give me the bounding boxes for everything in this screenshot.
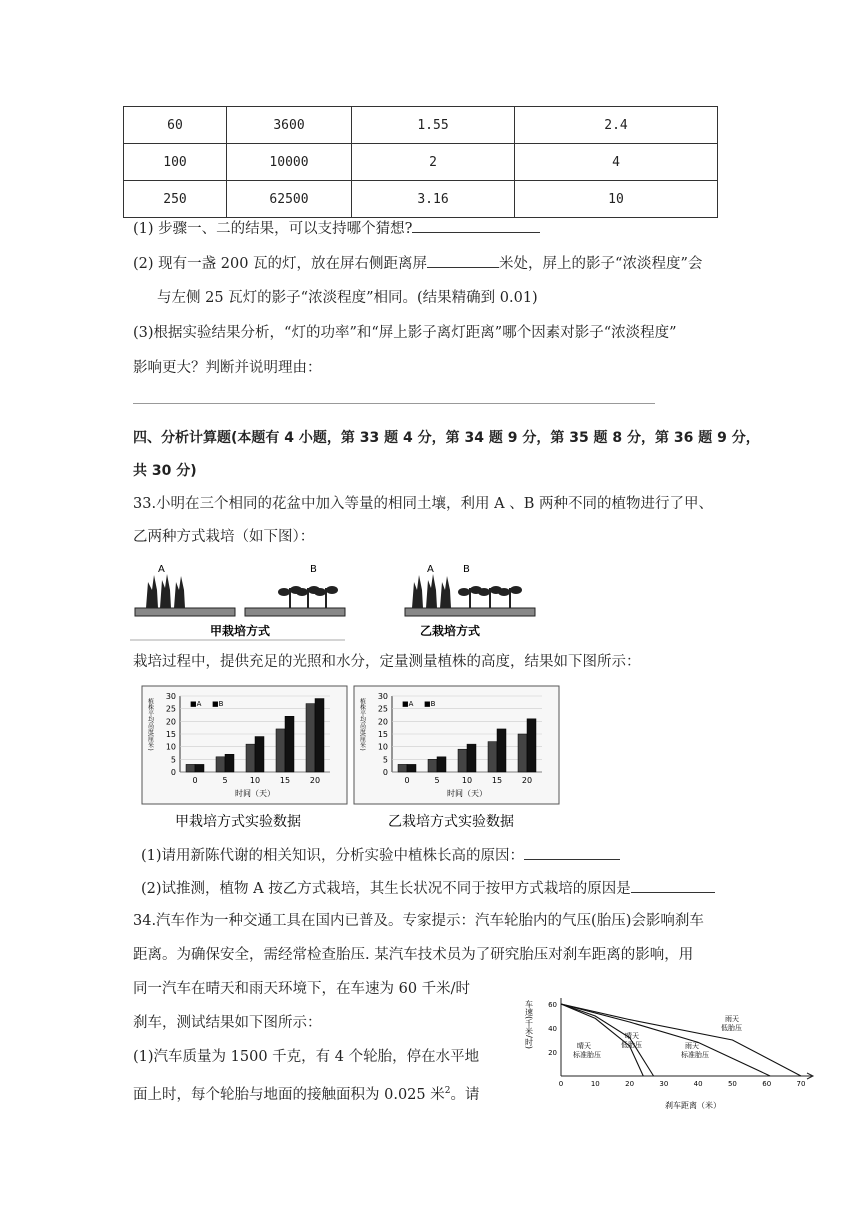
answer-blank[interactable] bbox=[427, 253, 499, 268]
y-tick-label: 25 bbox=[165, 704, 176, 714]
bar-a bbox=[216, 757, 225, 772]
tray-jia-b bbox=[245, 564, 345, 616]
table-row bbox=[124, 144, 718, 181]
y-tick-label: 25 bbox=[377, 704, 388, 714]
x-tick-label: 10 bbox=[249, 776, 261, 785]
table-cell: 3.16 bbox=[352, 181, 515, 218]
y-tick-label: 20 bbox=[548, 1049, 557, 1057]
table-cell: 100 bbox=[124, 144, 227, 181]
q34-line2: 距离。为确保安全，需经常检查胎压. 某汽车技术员为了研究胎压对刹车距离的影响，用 bbox=[133, 947, 694, 963]
q32-part2-text-c: 与左侧 25 瓦灯的影子“浓淡程度”相同。(结果精确到 0.01) bbox=[157, 290, 538, 306]
y-tick-label: 5 bbox=[170, 755, 176, 765]
legend-b: ■B bbox=[212, 700, 224, 708]
bar-a bbox=[306, 704, 315, 772]
q34-line6-end: 。请 bbox=[450, 1086, 480, 1103]
graph-ylabel: 车速(千米/时) bbox=[525, 1000, 534, 1049]
q32-part1 bbox=[133, 218, 540, 239]
caption-jia: 甲栽培方式 bbox=[210, 624, 271, 638]
q32-part3-text-a: (3)根据实验结果分析，“灯的功率”和“屏上影子离灯距离”哪个因素对影子“浓淡程度” bbox=[133, 325, 677, 341]
x-tick-label: 5 bbox=[434, 776, 440, 785]
q32-part1-text: (1) 步骤一、二的结果，可以支持哪个猜想? bbox=[133, 221, 413, 237]
q34-line4: 刹车，测试结果如下图所示： bbox=[133, 1015, 322, 1031]
bar-a bbox=[518, 734, 527, 772]
bar-charts bbox=[140, 684, 560, 834]
table-cell: 62500 bbox=[227, 181, 352, 218]
bar-a bbox=[186, 764, 195, 772]
bar-b bbox=[467, 744, 476, 772]
y-tick-label: 30 bbox=[165, 692, 176, 701]
answer-line[interactable] bbox=[133, 403, 655, 404]
x-tick-label: 0 bbox=[558, 1080, 564, 1088]
x-axis-label: 时间（天） bbox=[235, 789, 275, 798]
bar-b bbox=[437, 757, 446, 772]
y-tick-label: 15 bbox=[377, 730, 388, 739]
bar-a bbox=[428, 759, 437, 772]
table-cell: 60 bbox=[124, 107, 227, 144]
legend-a: ■A bbox=[190, 700, 202, 708]
bar-b bbox=[255, 737, 264, 772]
bar-b bbox=[497, 729, 506, 772]
plant-illustration bbox=[130, 560, 550, 645]
bar-b bbox=[407, 764, 416, 772]
x-tick-label: 20 bbox=[625, 1080, 635, 1088]
data-table bbox=[123, 106, 718, 218]
label-b: B bbox=[310, 564, 317, 575]
answer-blank[interactable] bbox=[412, 218, 540, 233]
table-cell: 2 bbox=[352, 144, 515, 181]
bar-a bbox=[458, 749, 467, 772]
y-tick-label: 10 bbox=[165, 742, 176, 752]
bar-b bbox=[225, 754, 234, 772]
y-tick-label: 0 bbox=[382, 768, 388, 777]
tray-jia-a bbox=[135, 564, 235, 616]
q32-part3-text-b: 影响更大？判断并说明理由： bbox=[133, 360, 322, 376]
bar-b bbox=[285, 716, 294, 772]
x-tick-label: 5 bbox=[222, 776, 228, 785]
curve-label: 晴天低胎压 bbox=[621, 1032, 642, 1049]
x-tick-label: 50 bbox=[727, 1080, 737, 1088]
q33-q1 bbox=[141, 845, 620, 866]
table-cell: 250 bbox=[124, 181, 227, 218]
x-tick-label: 30 bbox=[659, 1080, 669, 1088]
table-cell: 1.55 bbox=[352, 107, 515, 144]
q32-part2 bbox=[133, 253, 702, 274]
q34-line1: 34.汽车作为一种交通工具在国内已普及。专家提示：汽车轮胎内的气压(胎压)会影响刹车 bbox=[133, 913, 704, 929]
q33-q2 bbox=[141, 878, 715, 899]
chart1-caption: 甲栽培方式实验数据 bbox=[175, 814, 301, 830]
q34-line6-text: 面上时，每个轮胎与地面的接触面积为 0.025 米 bbox=[133, 1086, 445, 1103]
q34-line6 bbox=[133, 1081, 479, 1105]
table-cell: 3600 bbox=[227, 107, 352, 144]
bar-a bbox=[398, 764, 407, 772]
y-tick-label: 20 bbox=[165, 717, 176, 727]
superscript: 2 bbox=[444, 1086, 451, 1096]
q33-q2-text: (2)试推测，植物 A 按乙方式栽培，其生长状况不同于按甲方式栽培的原因是 bbox=[141, 881, 631, 897]
q33-intro-b: 乙两种方式栽培（如下图）： bbox=[133, 529, 315, 545]
legend-b: ■B bbox=[424, 700, 436, 708]
label-a: A bbox=[427, 564, 434, 575]
braking-distance-graph bbox=[525, 988, 825, 1113]
q32-part2-text-b: 米处，屏上的影子“浓淡程度”会 bbox=[499, 256, 703, 272]
x-tick-label: 20 bbox=[309, 776, 321, 785]
bar-a bbox=[488, 742, 497, 772]
x-tick-label: 15 bbox=[279, 776, 291, 785]
y-tick-label: 40 bbox=[548, 1025, 557, 1033]
x-tick-label: 0 bbox=[192, 776, 198, 785]
y-tick-label: 20 bbox=[377, 717, 388, 727]
q34-line5: (1)汽车质量为 1500 千克，有 4 个轮胎，停在水平地 bbox=[133, 1049, 480, 1065]
curve-label: 雨天标准胎压 bbox=[681, 1042, 709, 1059]
y-tick-label: 10 bbox=[377, 742, 388, 752]
x-axis-label: 时间（天） bbox=[447, 789, 487, 798]
x-tick-label: 0 bbox=[404, 776, 410, 785]
table-cell: 4 bbox=[515, 144, 718, 181]
q33-process: 栽培过程中，提供充足的光照和水分，定量测量植株的高度，结果如下图所示： bbox=[133, 654, 641, 670]
section-heading: 四、分析计算题(本题有 4 小题，第 33 题 4 分，第 34 题 9 分，第 35 题 8 分，第 36 题 9 分， bbox=[133, 430, 760, 446]
caption-yi: 乙栽培方式 bbox=[420, 624, 481, 638]
x-tick-label: 10 bbox=[461, 776, 473, 785]
curve-3 bbox=[561, 1004, 801, 1076]
q32-part2-text-a: (2) 现有一盏 200 瓦的灯，放在屏右侧距离屏 bbox=[133, 256, 428, 272]
table-cell: 10000 bbox=[227, 144, 352, 181]
table-cell: 10 bbox=[515, 181, 718, 218]
table-cell: 2.4 bbox=[515, 107, 718, 144]
x-tick-label: 10 bbox=[590, 1080, 600, 1088]
x-tick-label: 15 bbox=[491, 776, 503, 785]
bar-a bbox=[246, 744, 255, 772]
y-tick-label: 30 bbox=[377, 692, 388, 701]
label-b: B bbox=[463, 564, 470, 575]
q34-line3: 同一汽车在晴天和雨天环境下，在车速为 60 千米/时 bbox=[133, 981, 471, 997]
x-tick-label: 60 bbox=[762, 1080, 772, 1088]
table-row bbox=[124, 107, 718, 144]
y-tick-label: 0 bbox=[170, 768, 176, 777]
y-axis-label: 植株平均高度(厘米) bbox=[146, 698, 154, 751]
y-tick-label: 60 bbox=[548, 1001, 557, 1009]
section-heading-cont: 共 30 分) bbox=[133, 463, 197, 479]
table-row bbox=[124, 181, 718, 218]
y-axis-label: 植株平均高度(厘米) bbox=[358, 698, 366, 751]
bar-b bbox=[195, 764, 204, 772]
graph-xlabel: 刹车距离（米） bbox=[665, 1101, 721, 1110]
x-tick-label: 20 bbox=[521, 776, 533, 785]
tray-yi bbox=[405, 564, 535, 616]
answer-blank[interactable] bbox=[631, 878, 715, 893]
q33-intro-a: 33.小明在三个相同的花盆中加入等量的相同土壤，利用 A 、B 两种不同的植物进行了甲、 bbox=[133, 496, 714, 512]
bar-a bbox=[276, 729, 285, 772]
curve-label: 雨天低胎压 bbox=[721, 1015, 742, 1032]
bar-b bbox=[315, 699, 324, 772]
x-tick-label: 70 bbox=[796, 1080, 806, 1088]
answer-blank[interactable] bbox=[524, 845, 620, 860]
y-tick-label: 5 bbox=[382, 755, 388, 765]
legend-a: ■A bbox=[402, 700, 414, 708]
bar-b bbox=[527, 719, 536, 772]
label-a: A bbox=[158, 564, 165, 575]
y-tick-label: 15 bbox=[165, 730, 176, 739]
q33-q1-text: (1)请用新陈代谢的相关知识，分析实验中植株长高的原因： bbox=[141, 848, 525, 864]
chart2-caption: 乙栽培方式实验数据 bbox=[388, 814, 514, 830]
curve-label: 晴天标准胎压 bbox=[573, 1042, 601, 1059]
x-tick-label: 40 bbox=[693, 1080, 703, 1088]
